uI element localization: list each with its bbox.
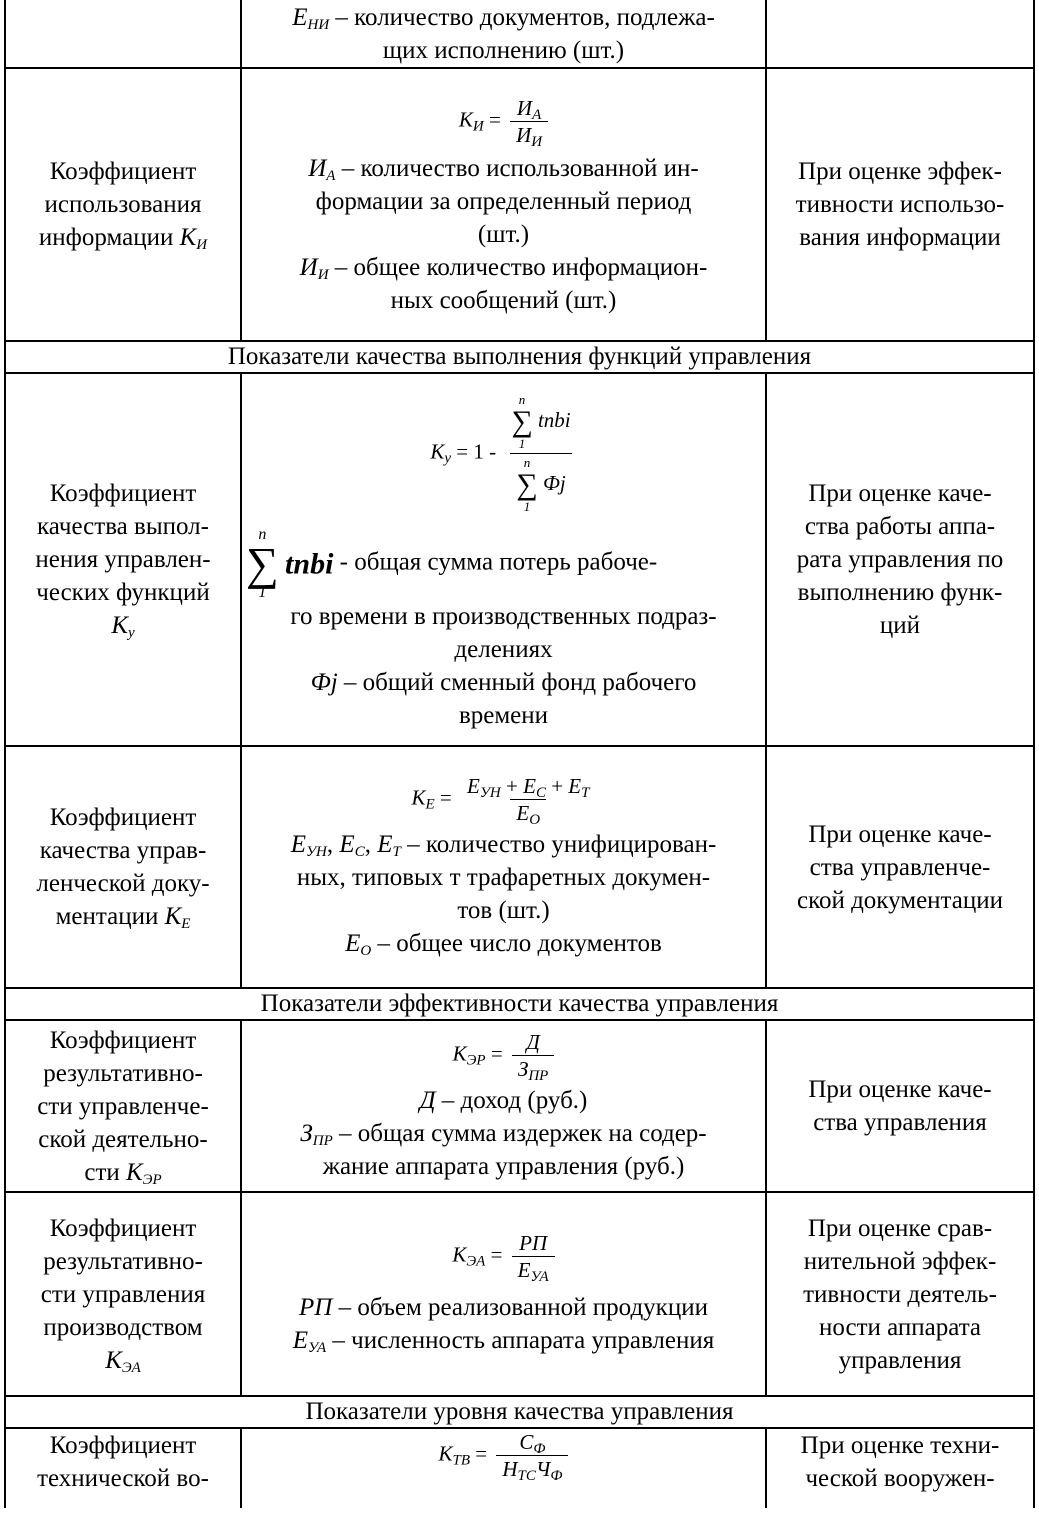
section-header-row [5,341,1034,373]
indicator-name-cell: Коэффициент использования информации $К_И$ [5,68,241,341]
formula-ker: $К_{ЭР}$ = $\frac{Д}{З_{ПР}}$ [453,1031,555,1080]
formula-cell: $К_{ЭА}$ = $\frac{РП}{Е_{УА}}$ РП – объем реализованной продукции $Е_{УА}$ – численность аппарата управления [241,1192,766,1396]
application-cell: При оценке срав- нительной эффек- тивности деятель- ности аппарата управления [766,1192,1034,1396]
table-row [5,373,1034,746]
section-header: Показатели эффективности качества управления [5,988,1034,1020]
table-row [5,746,1034,988]
indicator-name-cell [5,0,241,68]
formula-cell: $К_И$ = $\frac{И_А}{И_И}$ $И_А$ – количество использованной ин- формации за определенный период (шт.) $И_И$ – общее количество информацион- ных сообщений (шт.) [241,68,766,341]
application-cell: При оценке техни- ческой вооружен- [766,1428,1034,1508]
section-header-row [5,1396,1034,1428]
formula-cell [241,1428,766,1508]
application-cell: При оценке эффек- тивности использо- вания информации [766,68,1034,341]
formula-cell: $К_Е$ = $\frac{Е_{УН} + Е_С + Е_Т}{Е_О}$ $Е_{УН}$, $Е_С$, $Е_Т$ – количество унифицирован- ных, типовых т трафаретных докумен- тов (шт.) $Е_О$ – общее число документов [241,746,766,988]
indicator-name-cell: Коэффициент качества управ- ленческой доку- ментации $К_Е$ [5,746,241,988]
application-cell: При оценке каче- ства работы аппа- рата управления по выполнению функ- ций [766,373,1034,746]
formula-ky: $К_у = 1$ - n ∑ 1 tnbi n ∑ 1 Фj [430,392,571,514]
section-header: Показатели уровня качества управления [5,1396,1034,1428]
table-row [5,1428,1034,1508]
table-row [5,1192,1034,1396]
indicator-name-cell: Коэффициент результативно- сти управления производством $К_{ЭА}$ [5,1192,241,1396]
formula-ki: $К_И$ = $\frac{И_А}{И_И}$ [459,97,548,146]
section-header-row [5,988,1034,1020]
formula-cell: $К_{ЭР}$ = $\frac{Д}{З_{ПР}}$ Д – доход (руб.) $З_{ПР}$ – общая сумма издержек на содер- жание аппарата управления (руб.) [241,1020,766,1192]
table-row [5,1020,1034,1192]
application-cell: При оценке каче- ства управления [766,1020,1034,1192]
formula-ke: $К_Е$ = $\frac{Е_{УН} + Е_С + Е_Т}{Е_О}$ [411,773,590,828]
indicator-name-cell: Коэффициент качества выпол- нения управлен- ческих функций $К_у$ [5,373,241,746]
application-cell: При оценке каче- ства управленче- ской документации [766,746,1034,988]
formula-kea: $К_{ЭА}$ = $\frac{РП}{Е_{УА}}$ [452,1232,554,1281]
indicator-name-cell: Коэффициент результативно- сти управленче- ской деятельно- сти $К_{ЭР}$ [5,1020,241,1192]
section-header: Показатели качества выполнения функций управления [5,341,1034,373]
formula-ktv: $К_{ТВ}$ = $\frac{С_Ф}{Н_{ТС}Ч_Ф}$ [439,1431,569,1480]
formula-cell: $Е_{НИ}$ – количество документов, подлежа- щих исполнению (шт.) [241,0,766,68]
table-row [5,68,1034,341]
indicator-name-cell: Коэффициент технической во- [5,1428,241,1508]
table-row [5,0,1034,68]
application-cell [766,0,1034,68]
formula-cell: $К_у = 1$ - n ∑ 1 tnbi n ∑ 1 Фj n ∑ 1 tnbi - общая сумма потерь рабоче- го времени в производственных подраз- делениях Фj – общий сменный фонд рабочего времени [241,373,766,746]
indicators-table [4,0,1035,1508]
